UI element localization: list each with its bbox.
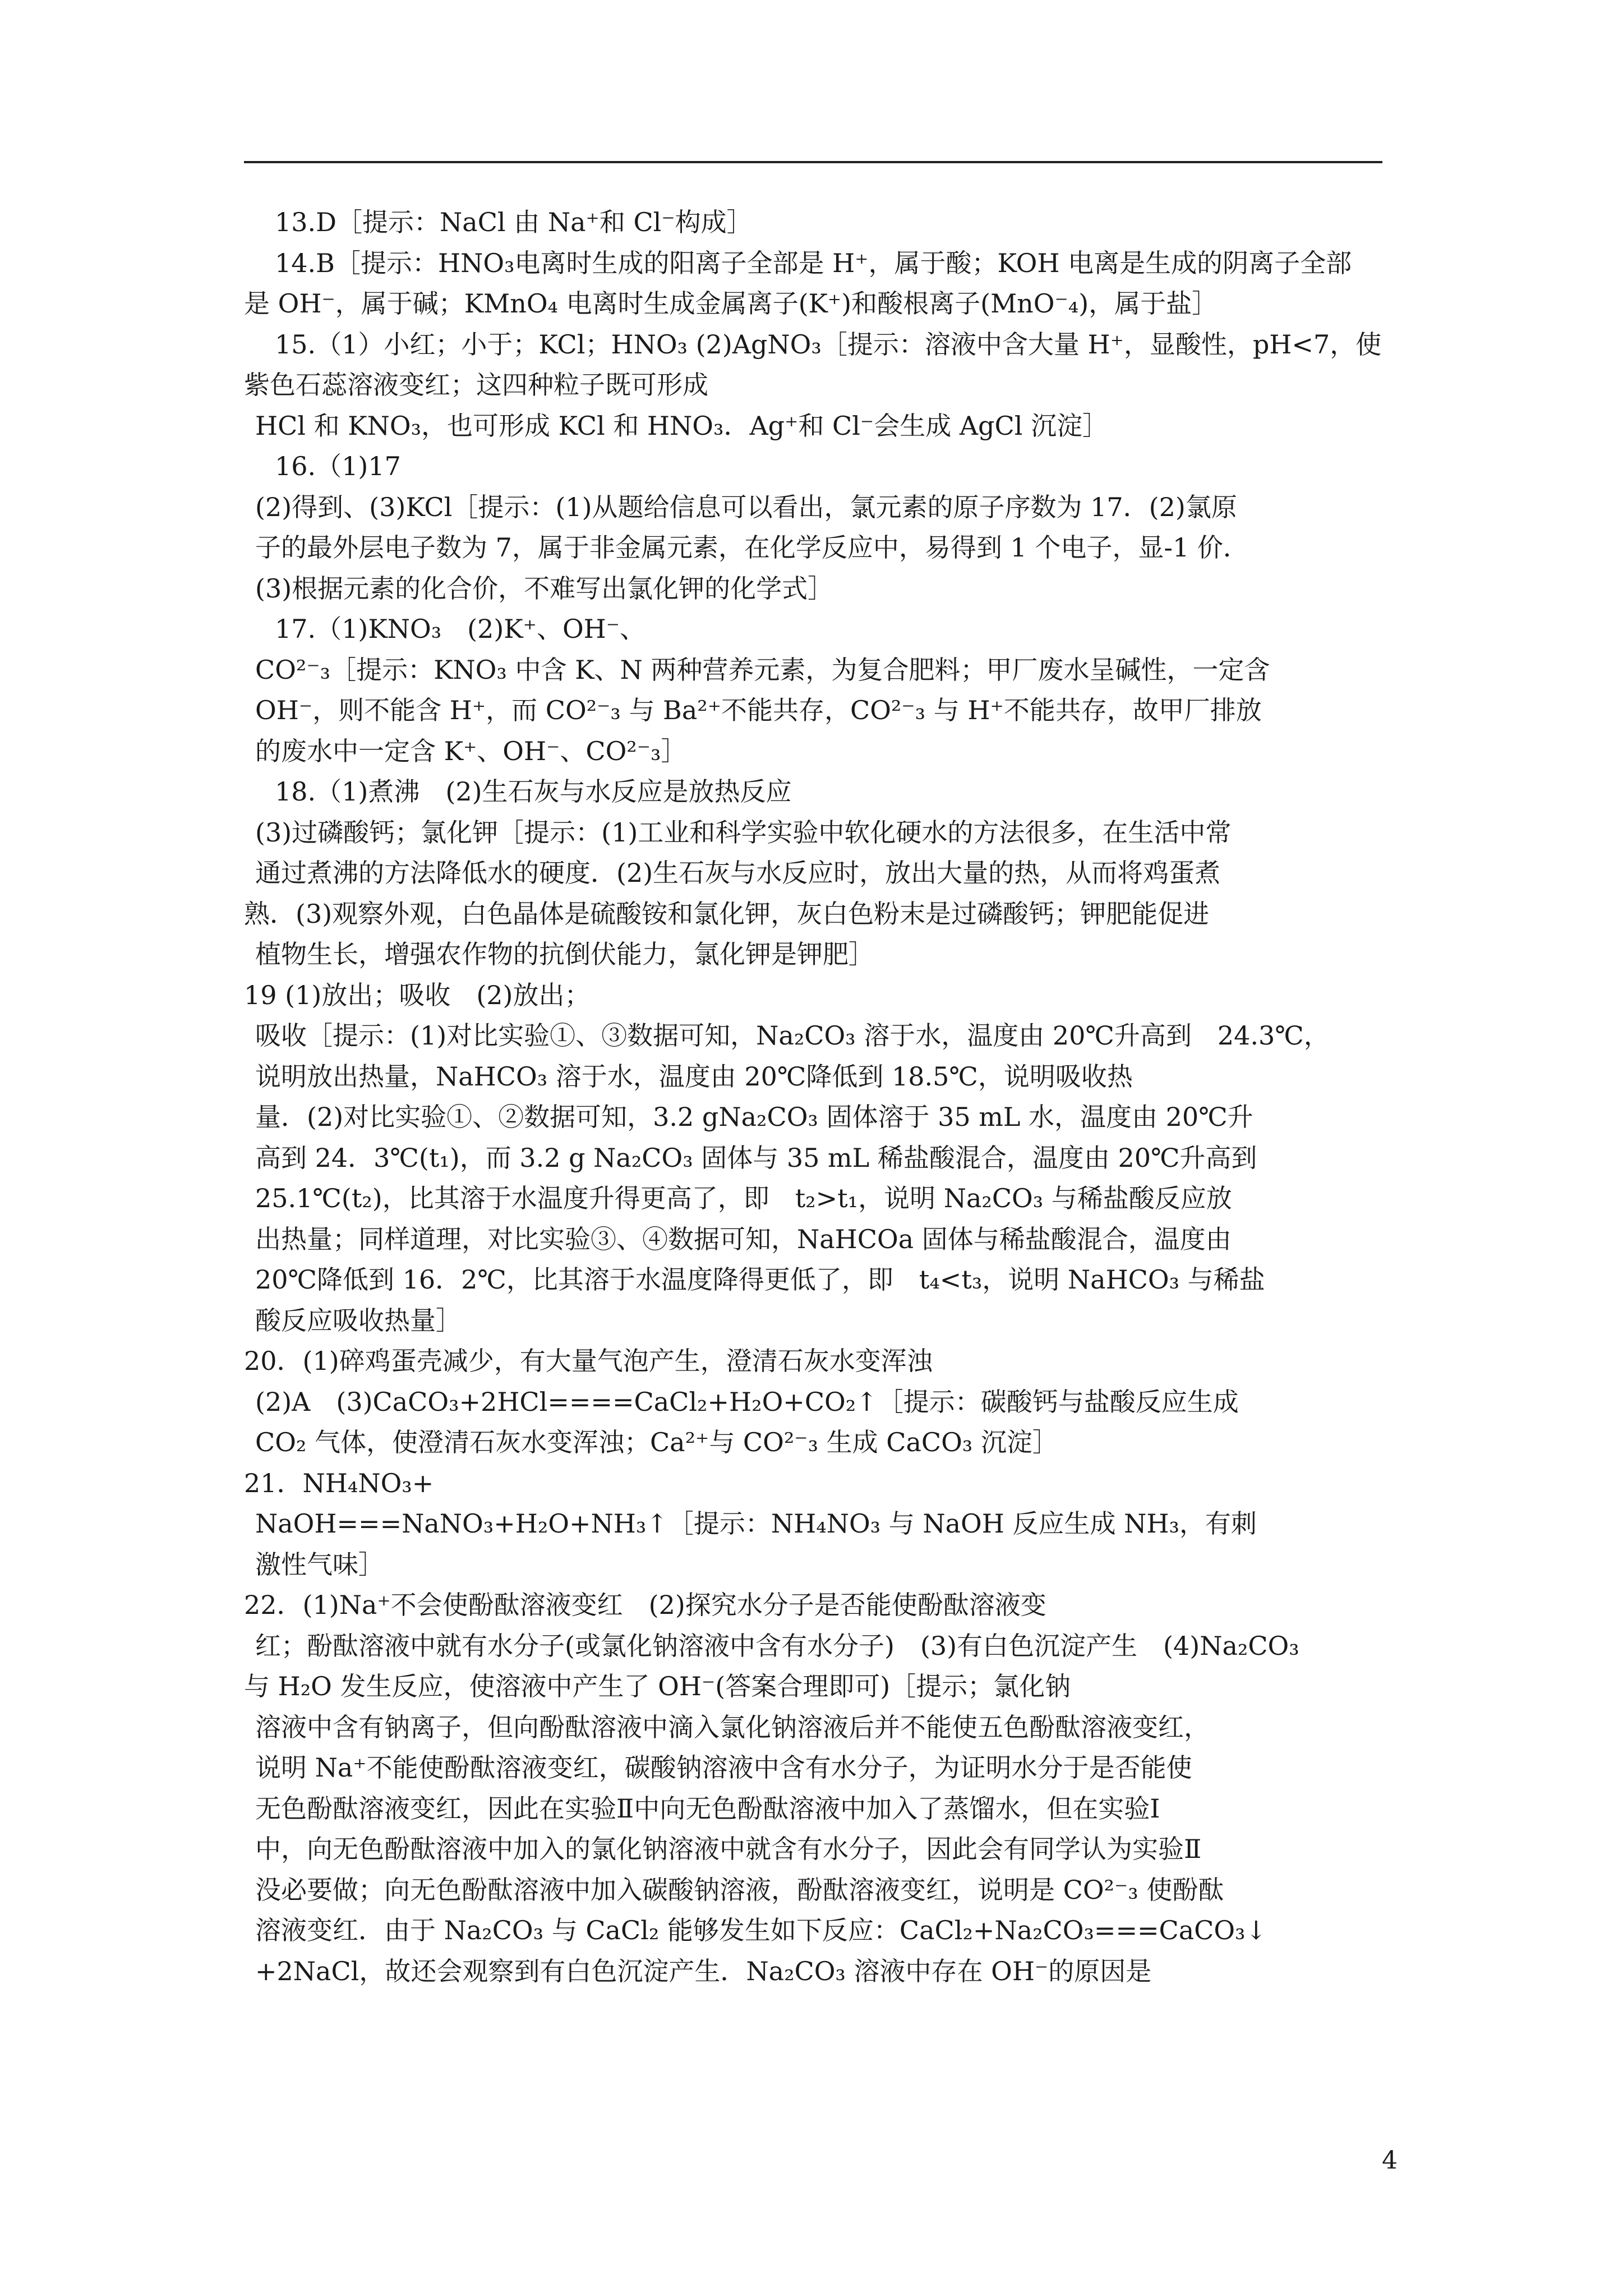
text-line: HCl 和 KNO₃，也可形成 KCl 和 HNO₃．Ag⁺和 Cl⁻会生成 AgCl 沉淀］ — [255, 410, 1109, 441]
text-line: 溶液中含有钠离子，但向酚酞溶液中滴入氯化钠溶液后并不能使五色酚酞溶液变红， — [255, 1711, 1210, 1742]
text-line: 无色酚酞溶液变红，因此在实验Ⅱ中向无色酚酞溶液中加入了蒸馏水，但在实验Ⅰ — [255, 1793, 1160, 1824]
text-line: 子的最外层电子数为 7，属于非金属元素，在化学反应中，易得到 1 个电子，显-1 价． — [255, 532, 1249, 563]
text-line: (2)得到、(3)KCl［提示：(1)从题给信息可以看出，氯元素的原子序数为 17．(2)氯原 — [255, 491, 1237, 522]
text-line: 18.（1)煮沸 (2)生石灰与水反应是放热反应 — [275, 776, 792, 807]
text-line: 紫色石蕊溶液变红；这四种粒子既可形成 — [244, 370, 708, 400]
text-line: CO₂ 气体，使澄清石灰水变浑浊；Ca²⁺与 CO²⁻₃ 生成 CaCO₃ 沉淀］ — [255, 1427, 1058, 1457]
text-line: 15.（1）小红；小于；KCl；HNO₃ (2)AgNO₃［提示：溶液中含大量 H⁺，显酸性，pH<7，使 — [275, 329, 1382, 360]
text-line: 高到 24．3℃(t₁)，而 3.2 g Na₂CO₃ 固体与 35 mL 稀盐酸混合，温度由 20℃升高到 — [255, 1142, 1257, 1173]
text-line: 13.D［提示：NaCl 由 Na⁺和 Cl⁻构成］ — [275, 207, 753, 237]
text-line: +2NaCl，故还会观察到有白色沉淀产生．Na₂CO₃ 溶液中存在 OH⁻的原因是 — [255, 1955, 1152, 1986]
text-line: 25.1℃(t₂)，比其溶于水温度升得更高了，即 t₂>t₁，说明 Na₂CO₃ 与稀盐酸反应放 — [255, 1183, 1232, 1213]
text-line: 21．NH₄NO₃+ — [244, 1467, 434, 1498]
text-line: 的废水中一定含 K⁺、OH⁻、CO²⁻₃］ — [255, 735, 687, 766]
text-line: 是 OH⁻，属于碱；KMnO₄ 电离时生成金属离子(K⁺)和酸根离子(MnO⁻₄)，属于盐］ — [244, 288, 1218, 319]
text-line: 植物生长，增强农作物的抗倒伏能力，氯化钾是钾肥］ — [255, 939, 874, 969]
text-line: 20℃降低到 16．2℃，比其溶于水温度降得更低了，即 t₄<t₃，说明 NaHCO₃ 与稀盐 — [255, 1264, 1265, 1295]
text-line: 红；酚酞溶液中就有水分子(或氯化钠溶液中含有水分子) (3)有白色沉淀产生 (4)Na₂CO₃ — [255, 1630, 1299, 1661]
text-line: 说明 Na⁺不能使酚酞溶液变红，碳酸钠溶液中含有水分子，为证明水分于是否能使 — [255, 1752, 1192, 1783]
text-line: (2)A (3)CaCO₃+2HCl====CaCl₂+H₂O+CO₂↑［提示：碳酸钙与盐酸反应生成 — [255, 1386, 1239, 1417]
page-number: 4 — [1382, 2146, 1398, 2175]
text-line: 17.（1)KNO₃ (2)K⁺、OH⁻、 — [275, 614, 646, 644]
text-line: 19 (1)放出；吸收 (2)放出； — [244, 979, 591, 1010]
text-line: 22．(1)Na⁺不会使酚酞溶液变红 (2)探究水分子是否能使酚酞溶液变 — [244, 1590, 1046, 1620]
text-line: 激性气味］ — [255, 1549, 384, 1580]
text-line: NaOH===NaNO₃+H₂O+NH₃↑［提示：NH₄NO₃ 与 NaOH 反应生成 NH₃，有刺 — [255, 1508, 1257, 1539]
text-line: 说明放出热量，NaHCO₃ 溶于水，温度由 20℃降低到 18.5℃，说明吸收热 — [255, 1061, 1133, 1092]
text-line: OH⁻，则不能含 H⁺，而 CO²⁻₃ 与 Ba²⁺不能共存，CO²⁻₃ 与 H⁺不能共存，故甲厂排放 — [255, 695, 1262, 725]
text-line: 没必要做；向无色酚酞溶液中加入碳酸钠溶液，酚酞溶液变红，说明是 CO²⁻₃ 使酚酞 — [255, 1874, 1224, 1905]
text-line: (3)过磷酸钙；氯化钾［提示：(1)工业和科学实验中软化硬水的方法很多，在生活中常 — [255, 817, 1232, 848]
text-line: (3)根据元素的化合价，不难写出氯化钾的化学式］ — [255, 573, 834, 604]
text-line: 熟．(3)观察外观，白色晶体是硫酸铵和氯化钾，灰白色粉末是过磷酸钙；钾肥能促进 — [244, 898, 1210, 929]
text-line: 16.（1)17 — [275, 451, 401, 481]
text-line: 中，向无色酚酞溶液中加入的氯化钠溶液中就含有水分子，因此会有同学认为实验Ⅱ — [255, 1834, 1202, 1864]
answer-text-block — [244, 202, 1388, 1991]
text-line: 溶液变红．由于 Na₂CO₃ 与 CaCl₂ 能够发生如下反应：CaCl₂+Na₂CO₃===CaCO₃↓ — [255, 1915, 1267, 1945]
text-line: 吸收［提示：(1)对比实验①、③数据可知，Na₂CO₃ 溶于水，温度由 20℃升高到 24.3℃， — [255, 1020, 1330, 1051]
text-line: 14.B［提示：HNO₃电离时生成的阳离子全部是 H⁺，属于酸；KOH 电离是生成的阴离子全部 — [275, 247, 1352, 278]
text-line: 通过煮沸的方法降低水的硬度．(2)生石灰与水反应时，放出大量的热，从而将鸡蛋煮 — [255, 858, 1221, 888]
text-line: 出热量；同样道理，对比实验③、④数据可知，NaHCOa 固体与稀盐酸混合，温度由 — [255, 1223, 1232, 1254]
text-line: 20．(1)碎鸡蛋壳减少，有大量气泡产生，澄清石灰水变浑浊 — [244, 1346, 933, 1376]
text-line: 与 H₂O 发生反应，使溶液中产生了 OH⁻(答案合理即可)［提示；氯化钠 — [244, 1671, 1071, 1701]
text-line: 量．(2)对比实验①、②数据可知，3.2 gNa₂CO₃ 固体溶于 35 mL 水，温度由 20℃升 — [255, 1102, 1253, 1132]
text-line: 酸反应吸收热量］ — [255, 1305, 462, 1336]
text-line: CO²⁻₃［提示：KNO₃ 中含 K、N 两种营养元素，为复合肥料；甲厂废水呈碱性，一定含 — [255, 654, 1270, 685]
header-rule — [244, 161, 1382, 163]
